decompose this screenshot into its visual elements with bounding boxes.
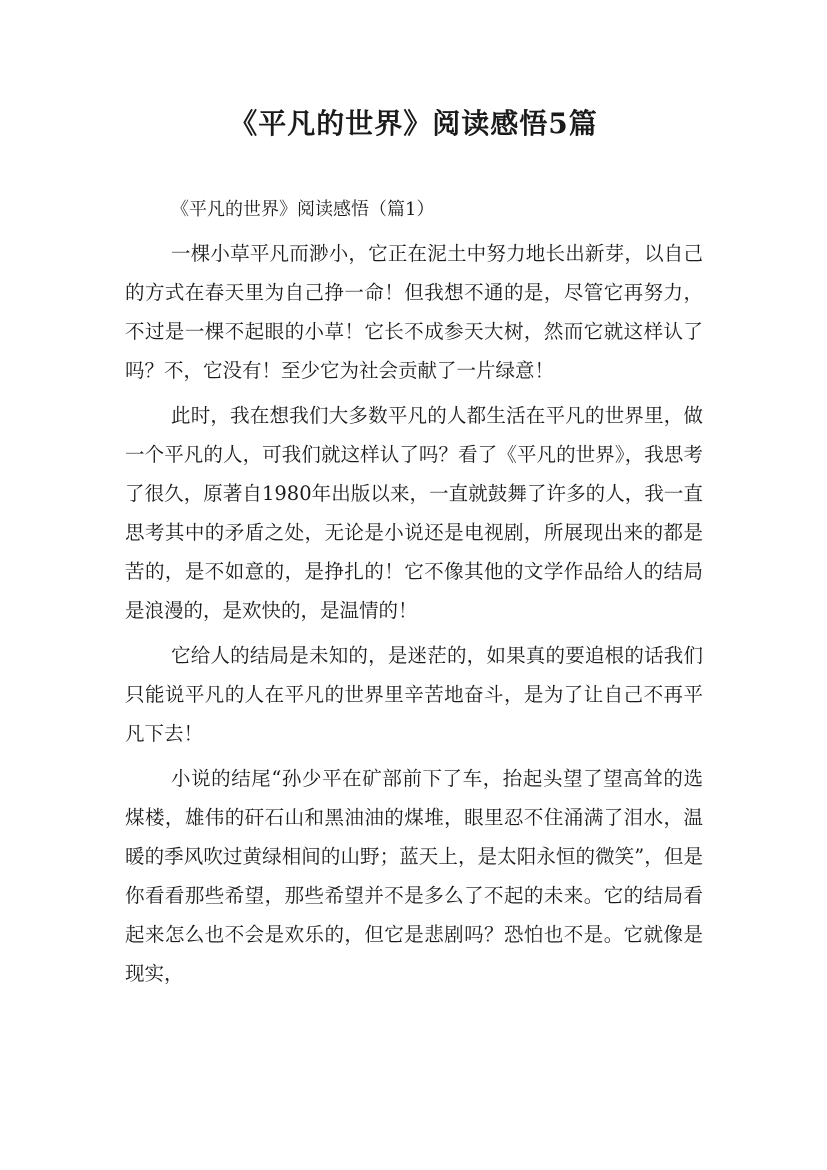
paragraph-4: 小说的结尾“孙少平在矿部前下了车，抬起头望了望高耸的选煤楼，雄伟的矸石山和黑油油的煤堆，眼里忍不住涌满了泪水，温暖的季风吹过黄绿相间的山野；蓝天上，是太阳永恒的微笑”，但是你看看那些希望，那些希望并不是多么了不起的未来。它的结局看起来怎么也不会是欢乐的，但它是悲剧吗？恐怕也不是。它就像是现实， [125,767,703,985]
document-body [125,196,703,999]
paragraph-2: 此时，我在想我们大多数平凡的人都生活在平凡的世界里，做一个平凡的人，可我们就这样认了吗？看了《平凡的世界》，我思考了很久，原著自1980年出版以来，一直就鼓舞了许多的人，我一直思考其中的矛盾之处，无论是小说还是电视剧，所展现出来的都是苦的，是不如意的，是挣扎的！它不像其他的文学作品给人的结局是浪漫的，是欢快的，是温情的！ [125,404,703,622]
paragraph-3: 它给人的结局是未知的，是迷茫的，如果真的要追根的话我们只能说平凡的人在平凡的世界里辛苦地奋斗，是为了让自己不再平凡下去！ [125,644,703,745]
document-title: 《平凡的世界》阅读感悟5篇 [229,107,598,140]
section-heading: 《平凡的世界》阅读感悟（篇1） [171,199,435,220]
paragraph-1: 一棵小草平凡而渺小，它正在泥土中努力地长出新芽，以自己的方式在春天里为自己挣一命！但我想不通的是，尽管它再努力，不过是一棵不起眼的小草！它长不成参天大树，然而它就这样认了吗？不，它没有！至少它为社会贡献了一片绿意！ [125,242,703,382]
